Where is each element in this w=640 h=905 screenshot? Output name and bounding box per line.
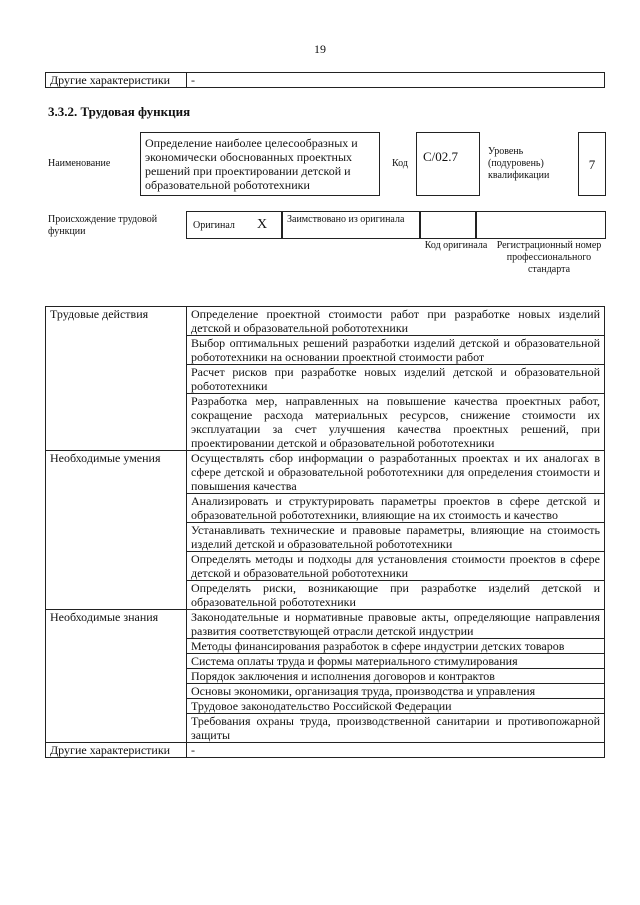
level-value: 7 <box>578 132 606 196</box>
section-label: Другие характеристики <box>46 743 187 758</box>
item-text: Законодательные и нормативные правовые акты, определяющие направления развития соответствующей отрасли детской индустрии <box>187 610 605 639</box>
other-characteristics-table <box>45 72 605 88</box>
origin-row <box>186 211 606 239</box>
item-text: Определять методы и подходы для установления стоимости проектов в сфере детской и образовательной робототехники <box>187 552 605 581</box>
item-text: Определение проектной стоимости работ при разработке новых изделий детской и образовательной робототехники <box>187 307 605 336</box>
section-title: 3.3.2. Трудовая функция <box>48 104 191 119</box>
original-label: Оригинал <box>193 220 235 231</box>
other-characteristics-label: Другие характеристики <box>46 73 187 88</box>
item-text: Расчет рисков при разработке новых изделий детской и образовательной робототехники <box>187 365 605 394</box>
function-name-value: Определение наиболее целесообразных и экономически обоснованных проектных решений при проектировании детской и образовательной робототехники <box>140 132 380 196</box>
table-row <box>46 73 605 88</box>
item-text: Порядок заключения и исполнения договоров и контрактов <box>187 669 605 684</box>
item-text: Устанавливать технические и правовые параметры, влияющие на стоимость изделий детской и образовательной робототехники <box>187 523 605 552</box>
original-code-cell <box>420 211 476 239</box>
item-text: Основы экономики, организация труда, производства и управления <box>187 684 605 699</box>
borrowed-cell <box>282 211 420 239</box>
section-label: Необходимые знания <box>46 610 187 743</box>
item-text: Методы финансирования разработок в сфере индустрии детских товаров <box>187 639 605 654</box>
item-text: Осуществлять сбор информации о разработанных проектах и их аналогах в сфере детской и образовательной робототехники для определения стоимости и повышения качества <box>187 451 605 494</box>
item-text: Определять риски, возникающие при разработке изделий детской и образовательной робототехники <box>187 581 605 610</box>
page-number: 19 <box>314 42 326 56</box>
other-characteristics-value: - <box>187 73 605 88</box>
table-row <box>46 610 605 639</box>
item-text: Требования охраны труда, производственной санитарии и противопожарной защиты <box>187 714 605 743</box>
item-text: Трудовое законодательство Российской Федерации <box>187 699 605 714</box>
table-row <box>46 307 605 336</box>
section-label: Трудовые действия <box>46 307 187 451</box>
item-text: - <box>187 743 605 758</box>
table-row <box>46 743 605 758</box>
item-text: Анализировать и структурировать параметры проектов в сфере детской и образовательной робототехники, влияющие на их стоимость и качество <box>187 494 605 523</box>
level-label: Уровень (подуровень) квалификации <box>488 146 550 181</box>
reg-number-cell <box>476 211 606 239</box>
table-row <box>46 451 605 494</box>
origin-label: Происхождение трудовой функции <box>48 214 158 237</box>
item-text: Система оплаты труда и формы материального стимулирования <box>187 654 605 669</box>
section-label: Необходимые умения <box>46 451 187 610</box>
labor-function-table <box>45 306 605 758</box>
code-label: Код <box>392 158 408 169</box>
original-cell <box>186 211 282 239</box>
borrowed-label: Заимствовано из оригинала <box>287 214 405 225</box>
original-mark: X <box>257 217 268 232</box>
item-text: Разработка мер, направленных на повышение качества проектных работ, сокращение расхода материальных ресурсов, снижение стоимости их эксплуатации за счет улучшения качества проектных решений, при проектировании детской и образовательной робототехники <box>187 394 605 451</box>
code-value: C/02.7 <box>416 132 480 196</box>
name-label: Наименование <box>48 158 111 169</box>
code-original-caption: Код оригинала <box>424 240 488 251</box>
reg-number-caption: Регистрационный номер профессионального стандарта <box>496 240 602 275</box>
item-text: Выбор оптимальных решений разработки изделий детской и образовательной робототехники на основании проектной стоимости работ <box>187 336 605 365</box>
